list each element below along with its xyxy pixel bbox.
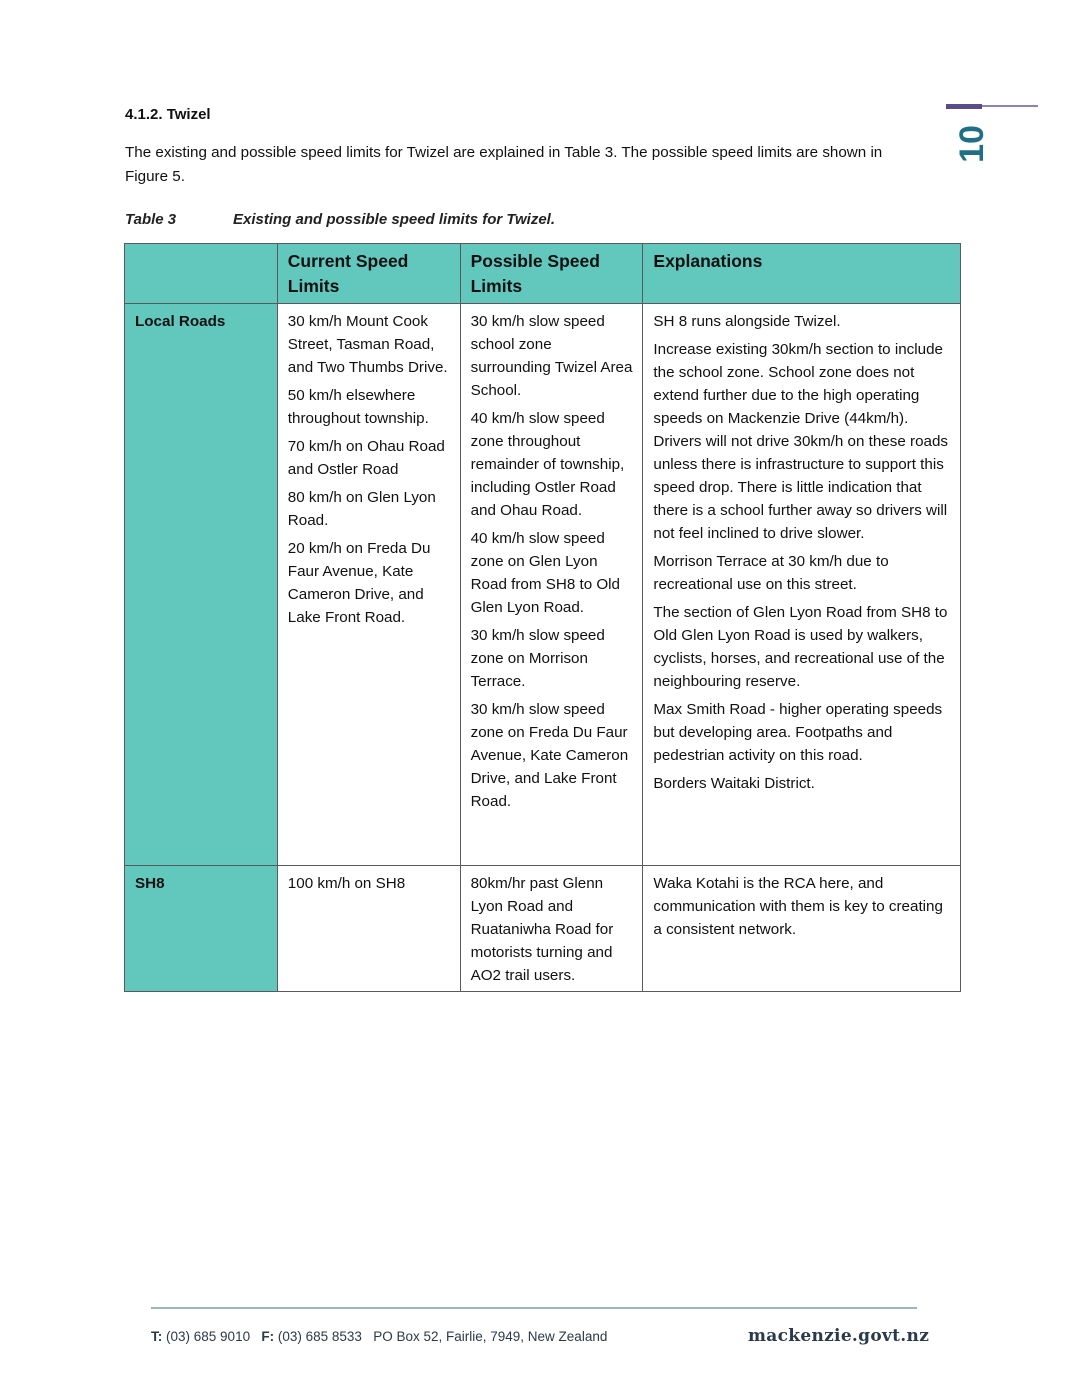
page-tab-line bbox=[982, 105, 1038, 107]
table-caption bbox=[125, 211, 555, 228]
page-tab-bar bbox=[946, 104, 982, 109]
cell-current bbox=[277, 304, 460, 866]
page-number-tab bbox=[946, 104, 1038, 174]
cell-item: 30 km/h slow speed zone on Morrison Terrace. bbox=[470, 627, 605, 690]
row-label-local-roads: Local Roads bbox=[125, 304, 278, 866]
cell-possible bbox=[460, 866, 643, 992]
footer-address: PO Box 52, Fairlie, 7949, New Zealand bbox=[373, 1329, 608, 1344]
footer-website-link[interactable]: mackenzie.govt.nz bbox=[748, 1326, 930, 1346]
table-caption-text: Existing and possible speed limits for Twizel. bbox=[233, 211, 556, 228]
cell-item: 40 km/h slow speed zone on Glen Lyon Road from SH8 to Old Glen Lyon Road. bbox=[470, 530, 620, 616]
footer-fax: (03) 685 8533 bbox=[277, 1329, 362, 1344]
cell-item: 30 km/h slow speed zone on Freda Du Faur Avenue, Kate Cameron Drive, and Lake Front Road. bbox=[470, 701, 629, 810]
footer-divider bbox=[151, 1307, 917, 1309]
cell-item: Waka Kotahi is the RCA here, and communication with them is key to creating a consistent network. bbox=[653, 875, 943, 938]
cell-item: 30 km/h slow speed school zone surrounding Twizel Area School. bbox=[470, 313, 633, 399]
footer-fax-label: F: bbox=[261, 1329, 275, 1344]
cell-possible bbox=[460, 304, 643, 866]
table-row bbox=[125, 866, 961, 992]
header-blank bbox=[125, 244, 278, 304]
cell-explanations bbox=[643, 304, 961, 866]
cell-item: Morrison Terrace at 30 km/h due to recreational use on this street. bbox=[653, 553, 889, 593]
header-current: Current Speed Limits bbox=[277, 244, 460, 304]
cell-item: 100 km/h on SH8 bbox=[287, 875, 406, 892]
cell-current bbox=[277, 866, 460, 992]
cell-item: Increase existing 30km/h section to include the school zone. School zone does not extend further due to the high operating speeds on Mackenzie Drive (44km/h). Drivers will not drive 30km/h on these roads unless there is infrastructure to support this speed drop. There is little indication that there is a school further away so drivers will not feel inclined to drive slower. bbox=[653, 341, 948, 542]
cell-item: Borders Waitaki District. bbox=[653, 775, 815, 792]
cell-item: 20 km/h on Freda Du Faur Avenue, Kate Cameron Drive, and Lake Front Road. bbox=[287, 540, 431, 626]
speed-limits-table bbox=[124, 243, 961, 992]
header-explanations: Explanations bbox=[643, 244, 961, 304]
cell-item: 70 km/h on Ohau Road and Ostler Road bbox=[287, 438, 445, 478]
intro-paragraph: The existing and possible speed limits for Twizel are explained in Table 3. The possible speed limits are shown in Figure 5. bbox=[125, 144, 883, 185]
table-row bbox=[125, 304, 961, 866]
cell-item: 30 km/h Mount Cook Street, Tasman Road, and Two Thumbs Drive. bbox=[287, 313, 448, 376]
cell-explanations bbox=[643, 866, 961, 992]
table-header-row bbox=[125, 244, 961, 304]
cell-item: 50 km/h elsewhere throughout township. bbox=[287, 387, 429, 427]
cell-item: Max Smith Road - higher operating speeds but developing area. Footpaths and pedestrian activity on this road. bbox=[653, 701, 943, 764]
header-possible: Possible Speed Limits bbox=[460, 244, 643, 304]
cell-item: 40 km/h slow speed zone throughout remainder of township, including Ostler Road and Ohau Road. bbox=[470, 410, 625, 519]
page-number: 10 bbox=[953, 125, 991, 163]
table-caption-label: Table 3 bbox=[125, 211, 177, 228]
footer-phone: (03) 685 9010 bbox=[166, 1329, 251, 1344]
cell-item: SH 8 runs alongside Twizel. bbox=[653, 313, 841, 330]
cell-item: 80 km/h on Glen Lyon Road. bbox=[287, 489, 436, 529]
cell-item: 80km/hr past Glenn Lyon Road and Ruataniwha Road for motorists turning and AO2 trail users. bbox=[470, 875, 614, 984]
footer-contact bbox=[151, 1329, 607, 1344]
section-heading: 4.1.2. Twizel bbox=[125, 106, 211, 123]
row-label-sh8: SH8 bbox=[125, 866, 278, 992]
footer-phone-label: T: bbox=[151, 1329, 163, 1344]
cell-item: The section of Glen Lyon Road from SH8 to Old Glen Lyon Road is used by walkers, cyclists, horses, and recreational use of the neighbouring reserve. bbox=[653, 604, 948, 690]
